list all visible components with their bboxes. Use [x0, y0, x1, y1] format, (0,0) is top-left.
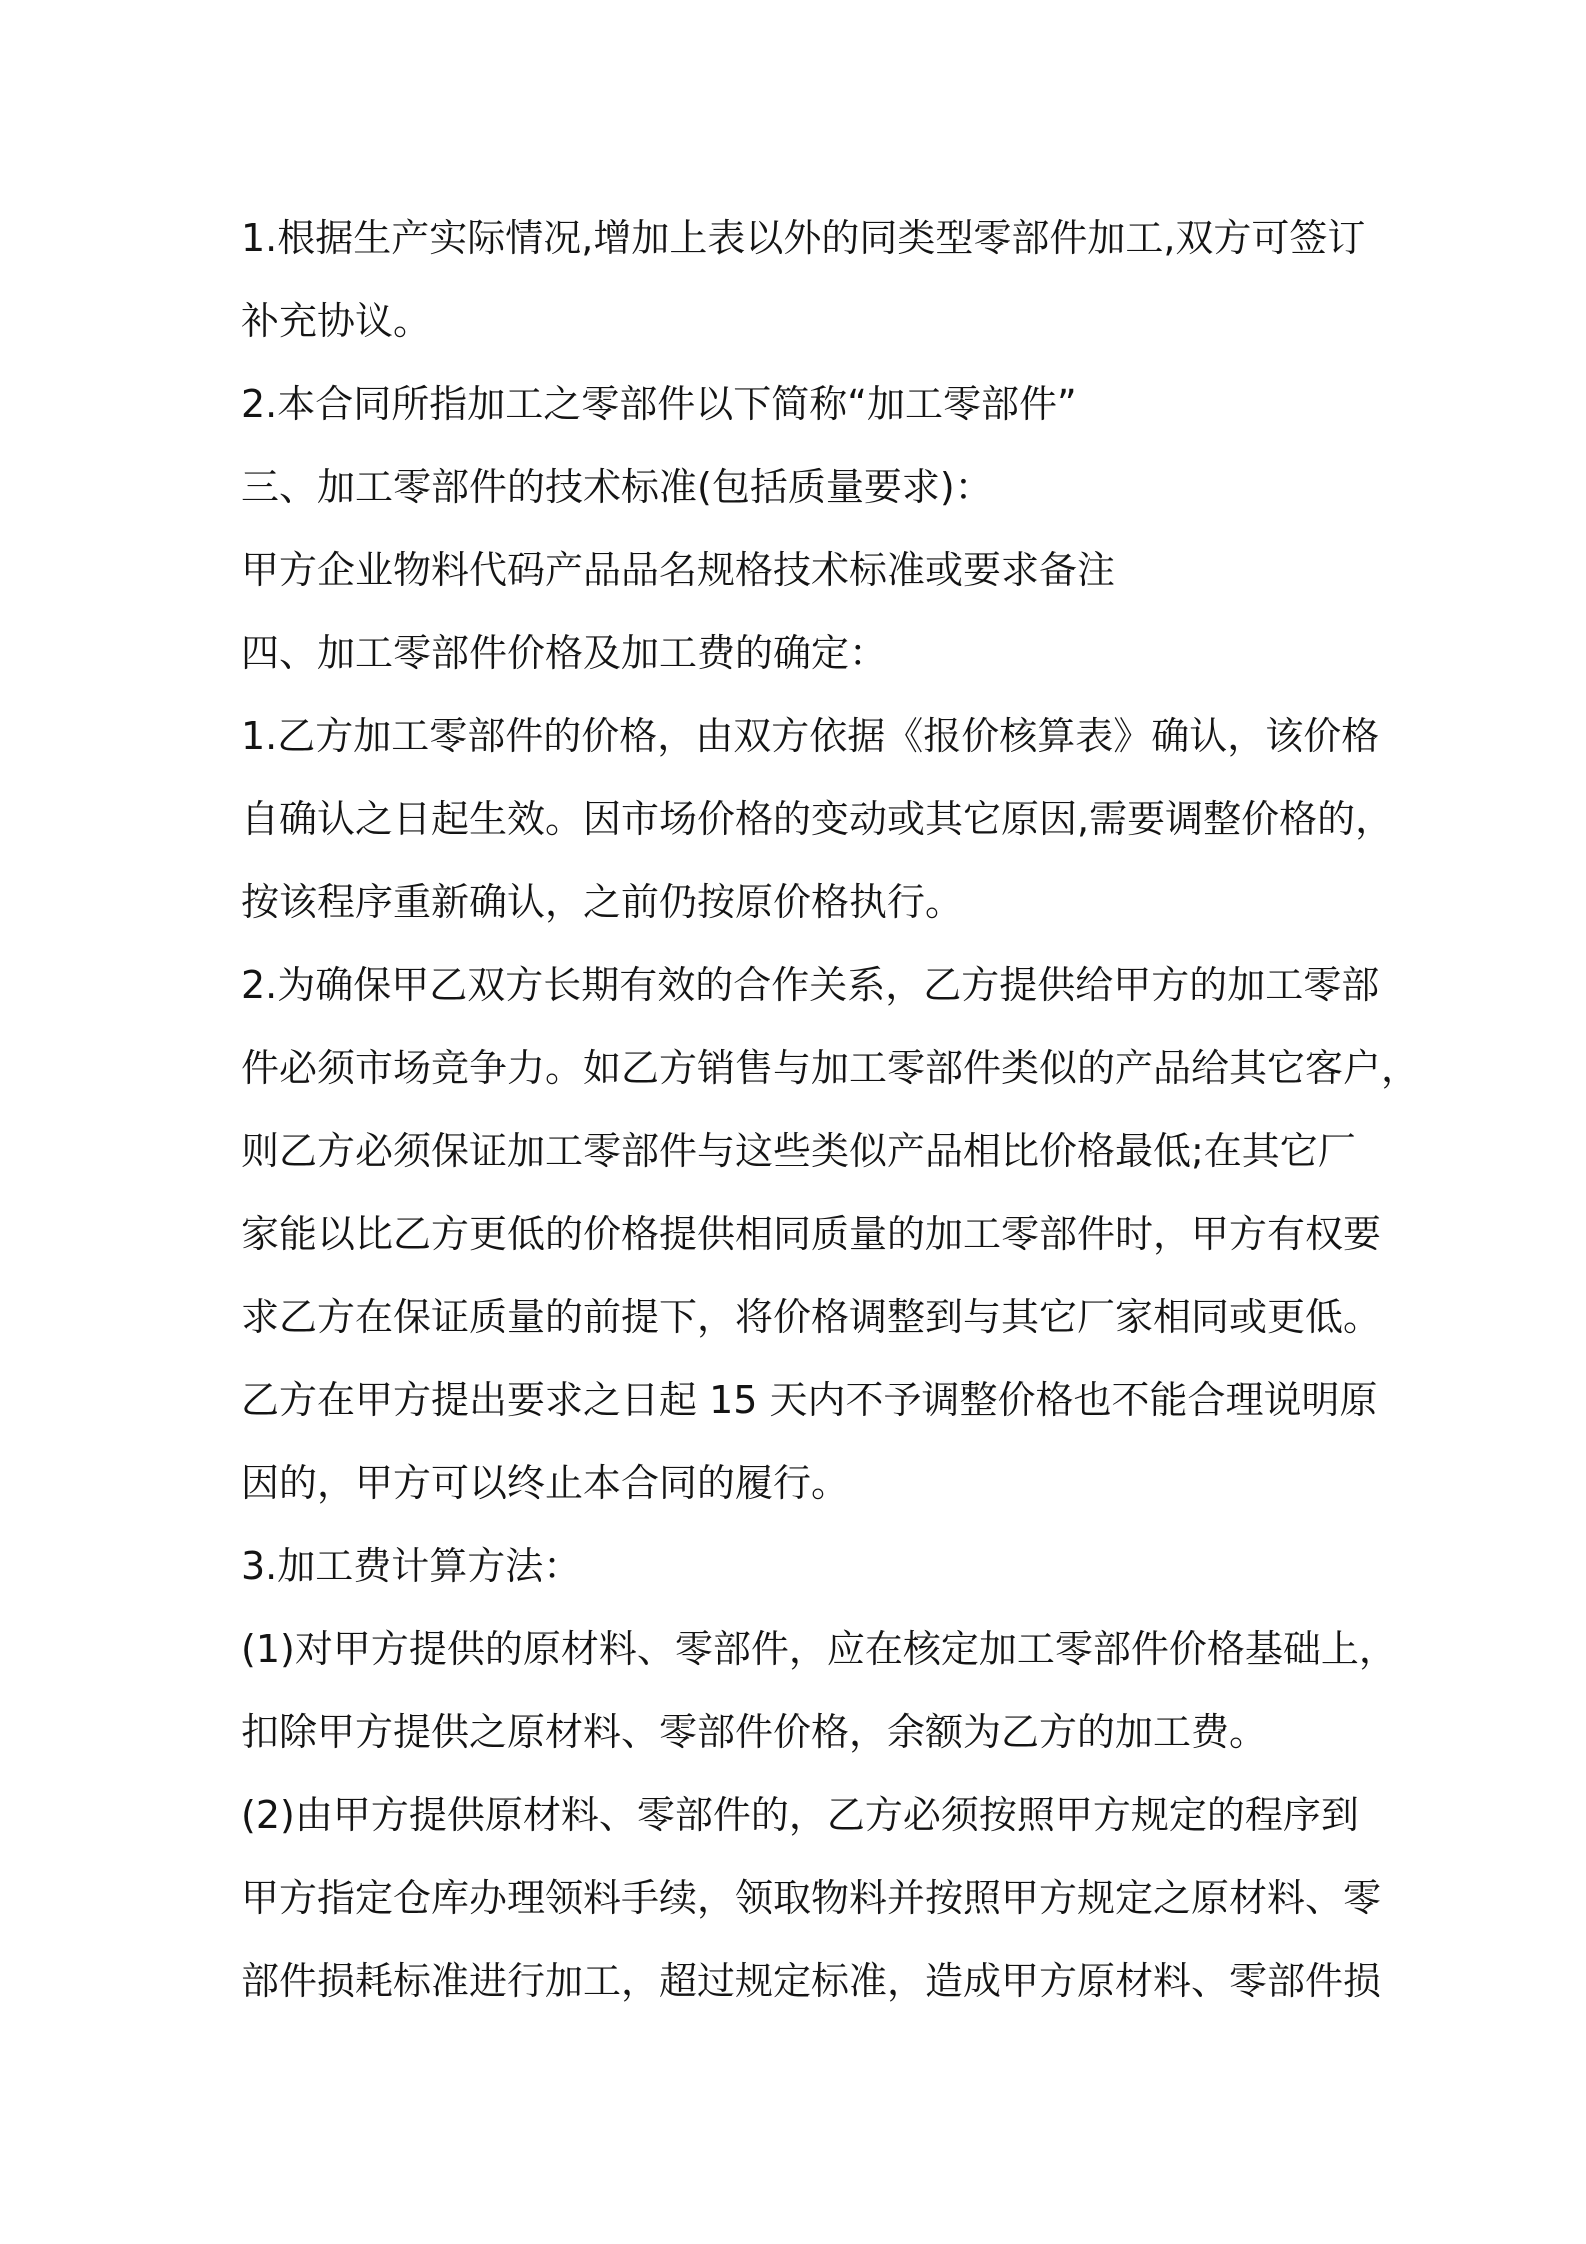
- text-line: (1)对甲方提供的原材料、零部件，应在核定加工零部件价格基础上，: [241, 1627, 1397, 1671]
- text-line: 乙方在甲方提出要求之日起 15 天内不予调整价格也不能合理说明原: [241, 1378, 1378, 1422]
- text-line: 因的，甲方可以终止本合同的履行。: [241, 1461, 850, 1505]
- text-line: 求乙方在保证质量的前提下，将价格调整到与其它厂家相同或更低。: [241, 1295, 1382, 1339]
- text-line: 按该程序重新确认，之前仍按原价格执行。: [241, 880, 964, 924]
- text-line: 家能以比乙方更低的价格提供相同质量的加工零部件时，甲方有权要: [241, 1212, 1382, 1256]
- text-line: 自确认之日起生效。因市场价格的变动或其它原因,需要调整价格的，: [241, 797, 1394, 841]
- text-line: 则乙方必须保证加工零部件与这些类似产品相比价格最低;在其它厂: [241, 1129, 1356, 1173]
- text-line: 1.乙方加工零部件的价格，由双方依据《报价核算表》确认，该价格: [241, 714, 1380, 758]
- text-line: 3.加工费计算方法：: [241, 1544, 582, 1588]
- section-heading: 三、加工零部件的技术标准(包括质量要求)：: [241, 465, 993, 509]
- text-line: 部件损耗标准进行加工，超过规定标准，造成甲方原材料、零部件损: [241, 1959, 1382, 2003]
- document-body: [241, 197, 1420, 2023]
- text-line: 甲方指定仓库办理领料手续，领取物料并按照甲方规定之原材料、零: [241, 1876, 1382, 1920]
- text-line: 补充协议。: [241, 299, 432, 343]
- section-heading: 四、加工零部件价格及加工费的确定：: [241, 631, 888, 675]
- text-line: 甲方企业物料代码产品品名规格技术标准或要求备注: [241, 548, 1116, 592]
- text-line: (2)由甲方提供原材料、零部件的，乙方必须按照甲方规定的程序到: [241, 1793, 1359, 1837]
- text-line: 2.为确保甲乙双方长期有效的合作关系，乙方提供给甲方的加工零部: [241, 963, 1380, 1007]
- text-line: 扣除甲方提供之原材料、零部件价格，余额为乙方的加工费。: [241, 1710, 1268, 1754]
- text-line: 件必须市场竞争力。如乙方销售与加工零部件类似的产品给其它客户，: [241, 1046, 1420, 1090]
- text-line: 1.根据生产实际情况,增加上表以外的同类型零部件加工,双方可签订: [241, 216, 1366, 260]
- text-line: 2.本合同所指加工之零部件以下简称“加工零部件”: [241, 382, 1077, 426]
